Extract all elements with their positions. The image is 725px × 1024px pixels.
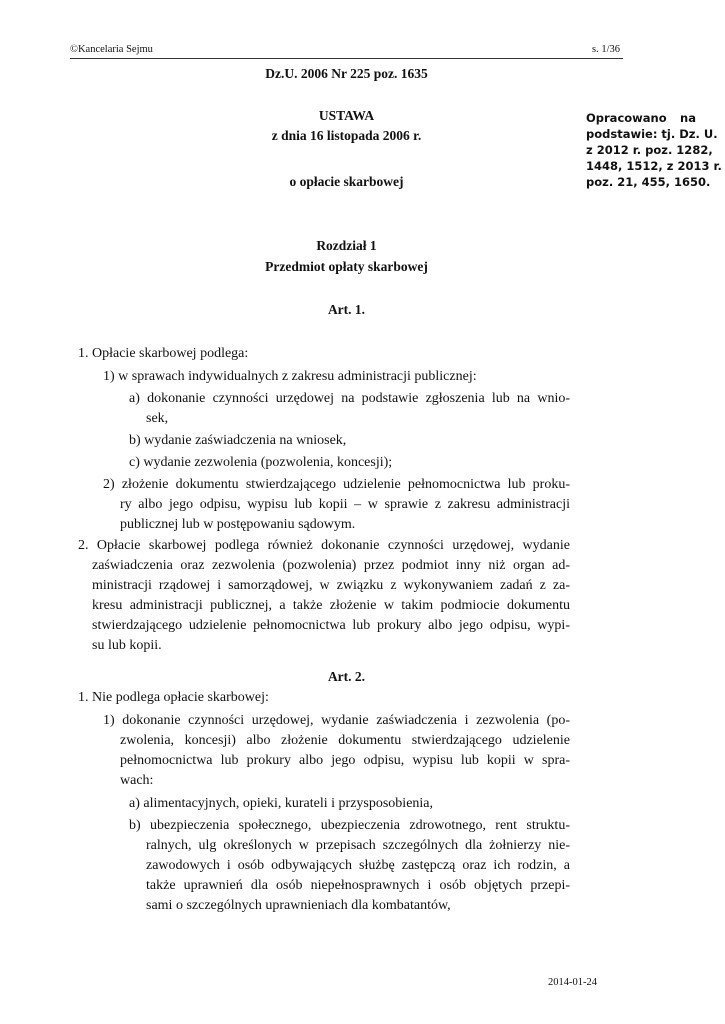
art1-par2-cont: kresu administracji publicznej, a także złożenie w takim podmiocie dokumentu xyxy=(92,598,570,613)
art2-par1-pt1-cont: wach: xyxy=(120,773,154,788)
art1-par1-pt2-cont: publicznej lub w postępowaniu sądowym. xyxy=(120,517,356,532)
art2-par1-pt1-b-cont: sami o szczególnych uprawnieniach dla kombatantów, xyxy=(146,898,451,913)
art1-par1-pt1-a-cont: sek, xyxy=(146,411,169,426)
act-date: z dnia 16 listopada 2006 r. xyxy=(271,128,422,143)
art2-par1-pt1-b-cont: także uprawnień dla osób niepełnosprawnych i osób objętych przepi- xyxy=(146,878,570,893)
header-left: ©Kancelaria Sejmu xyxy=(70,44,153,55)
art2-par1-pt1-b-cont: zawodowych i osób odbywających służbę zastępczą oraz ich rodzin, a xyxy=(146,858,570,873)
art1-par2-cont: stwierdzającego udzielenie pełnomocnictwa lub prokury albo jego odpisu, wypi- xyxy=(92,618,570,633)
art1-par2-cont: ministracji rządowej i samorządowej, w związku z wykonywaniem zadań z za- xyxy=(92,578,570,593)
footer-date: 2014-01-24 xyxy=(548,977,597,988)
art2-par1-pt1-a: a) alimentacyjnych, opieki, kurateli i przysposobienia, xyxy=(129,796,434,811)
header-rule xyxy=(70,58,623,59)
note-line: Opracowano na xyxy=(586,111,696,125)
art1-par2: 2. Opłacie skarbowej podlega również dokonanie czynności urzędowej, wydanie xyxy=(78,538,570,553)
art2-par1-pt1-cont: zwolenia, koncesji) albo złożenie dokumentu stwierdzającego udzielenie xyxy=(120,733,570,748)
journal-reference: Dz.U. 2006 Nr 225 poz. 1635 xyxy=(265,66,428,81)
art2-par1-pt1-cont: pełnomocnictwa lub prokury albo jego odpisu, wypisu lub kopii w spra- xyxy=(120,753,570,768)
art2-par1-pt1: 1) dokonanie czynności urzędowej, wydanie zaświadczenia i zezwolenia (po- xyxy=(103,713,570,728)
art1-par1-pt1-a: a) dokonanie czynności urzędowej na podstawie zgłoszenia lub na wnio- xyxy=(129,391,570,406)
chapter-number: Rozdział 1 xyxy=(316,238,377,253)
header-page-number: s. 1/36 xyxy=(592,44,621,55)
act-subject: o opłacie skarbowej xyxy=(289,174,404,189)
chapter-title: Przedmiot opłaty skarbowej xyxy=(265,259,428,274)
article-2-heading: Art. 2. xyxy=(327,669,366,684)
art1-par1-pt1-b: b) wydanie zaświadczenia na wniosek, xyxy=(129,433,347,448)
note-line: podstawie: tj. Dz. U. xyxy=(586,127,718,141)
art2-par1-pt1-b: b) ubezpieczenia społecznego, ubezpieczenia zdrowotnego, rent struktu- xyxy=(129,818,570,833)
art2-par1: 1. Nie podlega opłacie skarbowej: xyxy=(78,690,269,705)
art1-par1-pt1: 1) w sprawach indywidualnych z zakresu administracji publicznej: xyxy=(103,369,477,384)
note-line: poz. 21, 455, 1650. xyxy=(586,175,711,189)
article-1-heading: Art. 1. xyxy=(327,302,366,317)
art1-par1-pt2-cont: ry albo jego odpisu, wypisu lub kopii – w sprawie z zakresu administracji xyxy=(120,497,570,512)
note-line: z 2012 r. poz. 1282, xyxy=(586,143,713,157)
art1-par1: 1. Opłacie skarbowej podlega: xyxy=(78,346,249,361)
art1-par1-pt1-c: c) wydanie zezwolenia (pozwolenia, koncesji); xyxy=(129,455,393,470)
consolidation-note xyxy=(586,110,722,190)
art1-par1-pt2: 2) złożenie dokumentu stwierdzającego udzielenie pełnomocnictwa lub proku- xyxy=(103,477,570,492)
note-line: 1448, 1512, z 2013 r. xyxy=(586,159,722,173)
art2-par1-pt1-b-cont: ralnych, ulg określonych w przepisach szczególnych dla żołnierzy nie- xyxy=(146,838,570,853)
art1-par2-cont: su lub kopii. xyxy=(92,638,162,653)
act-type: USTAWA xyxy=(318,108,375,123)
art1-par2-cont: zaświadczenia oraz zezwolenia (pozwolenia) przez podmiot inny niż organ ad- xyxy=(92,558,570,573)
